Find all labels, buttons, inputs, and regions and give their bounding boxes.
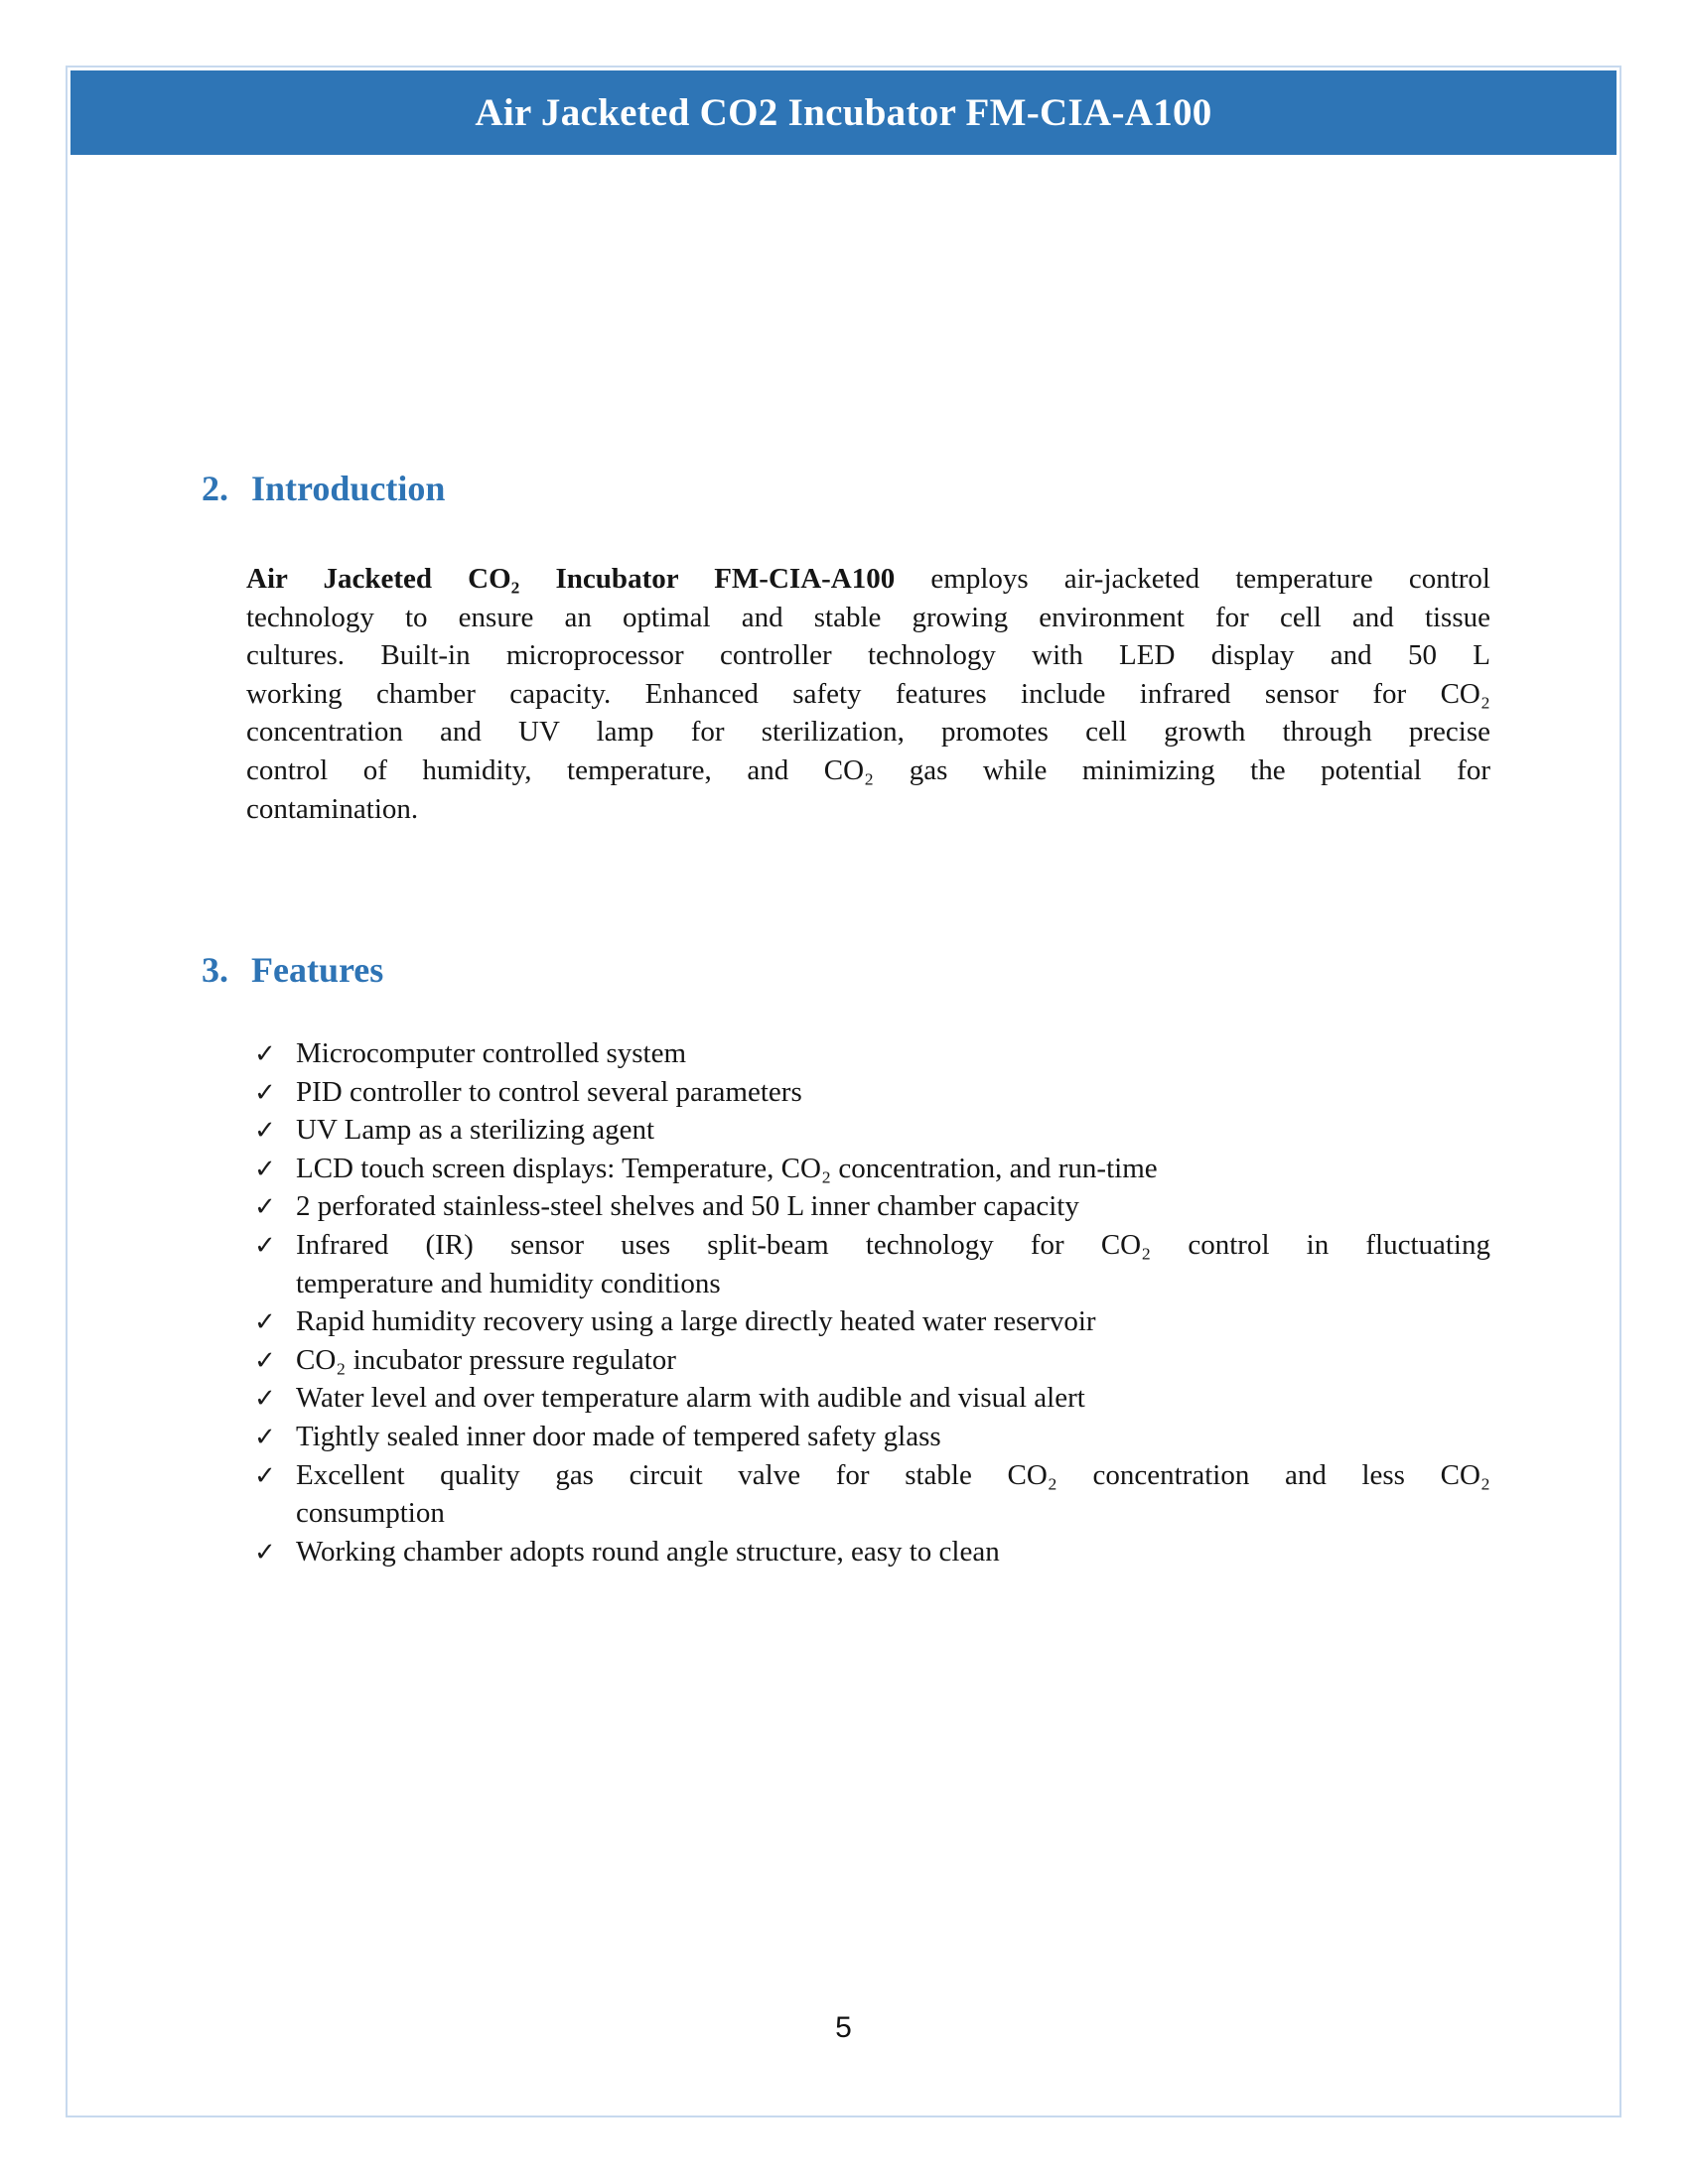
paragraph-line: technology to ensure an optimal and stable growing environment for cell and tissue [246, 601, 1490, 633]
feature-item [254, 1111, 1490, 1150]
paragraph-line: cultures. Built-in microprocessor controller technology with LED display and 50 L [246, 639, 1490, 672]
features-list [254, 1034, 1490, 1570]
section-title: Introduction [251, 469, 446, 508]
feature-text: 2 perforated stainless-steel shelves and 50 L inner chamber capacity [296, 1190, 1079, 1223]
document-title: Air Jacketed CO2 Incubator FM-CIA-A100 [475, 91, 1212, 134]
feature-item [254, 1302, 1490, 1341]
paragraph-line: control of humidity, temperature, and CO₂ gas while minimizing the potential for [246, 753, 1490, 786]
document-page [66, 66, 1621, 2117]
feature-text: Infrared (IR) sensor uses split-beam technology for CO₂ control in fluctuating [296, 1228, 1490, 1261]
feature-item [254, 1379, 1490, 1418]
checkmark-icon: ✓ [254, 1192, 276, 1223]
page-number: 5 [835, 2011, 852, 2044]
feature-text: Working chamber adopts round angle structure, easy to clean [296, 1535, 1000, 1568]
feature-text: Rapid humidity recovery using a large directly heated water reservoir [296, 1305, 1096, 1338]
feature-text: CO₂ incubator pressure regulator [296, 1343, 676, 1376]
header-banner [70, 70, 1617, 155]
checkmark-icon: ✓ [254, 1039, 276, 1069]
checkmark-icon: ✓ [254, 1460, 276, 1491]
feature-item [254, 1150, 1490, 1188]
feature-item [254, 1187, 1490, 1226]
feature-item [254, 1034, 1490, 1073]
feature-item [254, 1341, 1490, 1380]
checkmark-icon: ✓ [254, 1345, 276, 1376]
feature-item [254, 1456, 1490, 1533]
section-heading-introduction [202, 467, 445, 510]
feature-item [254, 1073, 1490, 1112]
paragraph-line: concentration and UV lamp for sterilization, promotes cell growth through precise [246, 716, 1490, 749]
section-number: 3. [202, 950, 228, 990]
intro-paragraph [246, 560, 1490, 828]
checkmark-icon: ✓ [254, 1537, 276, 1568]
paragraph-line [246, 560, 1490, 599]
section-heading-features [202, 948, 383, 992]
checkmark-icon: ✓ [254, 1384, 276, 1415]
section-number: 2. [202, 469, 228, 508]
checkmark-icon: ✓ [254, 1307, 276, 1338]
checkmark-icon: ✓ [254, 1116, 276, 1147]
checkmark-icon: ✓ [254, 1154, 276, 1184]
feature-text: temperature and humidity conditions [296, 1267, 721, 1299]
checkmark-icon: ✓ [254, 1077, 276, 1108]
checkmark-icon: ✓ [254, 1422, 276, 1452]
feature-text: Tightly sealed inner door made of tempered safety glass [296, 1420, 941, 1452]
checkmark-icon: ✓ [254, 1230, 276, 1261]
paragraph-text: employs air-jacketed temperature control [895, 563, 1490, 595]
feature-text: Excellent quality gas circuit valve for stable CO₂ concentration and less CO₂ [296, 1458, 1490, 1491]
feature-text: Microcomputer controlled system [296, 1037, 687, 1069]
paragraph-line: working chamber capacity. Enhanced safety features include infrared sensor for CO₂ [246, 677, 1490, 710]
feature-item [254, 1533, 1490, 1571]
product-name-bold: Air Jacketed CO₂ Incubator FM-CIA-A100 [246, 563, 896, 595]
feature-text: PID controller to control several parameters [296, 1075, 802, 1108]
feature-text: Water level and over temperature alarm with audible and visual alert [296, 1382, 1085, 1415]
section-title: Features [251, 950, 384, 990]
feature-item [254, 1226, 1490, 1302]
feature-item [254, 1418, 1490, 1456]
feature-text: UV Lamp as a sterilizing agent [296, 1114, 655, 1147]
feature-text: consumption [296, 1497, 445, 1530]
feature-text: LCD touch screen displays: Temperature, CO₂ concentration, and run-time [296, 1152, 1158, 1184]
paragraph-line: contamination. [246, 792, 419, 825]
